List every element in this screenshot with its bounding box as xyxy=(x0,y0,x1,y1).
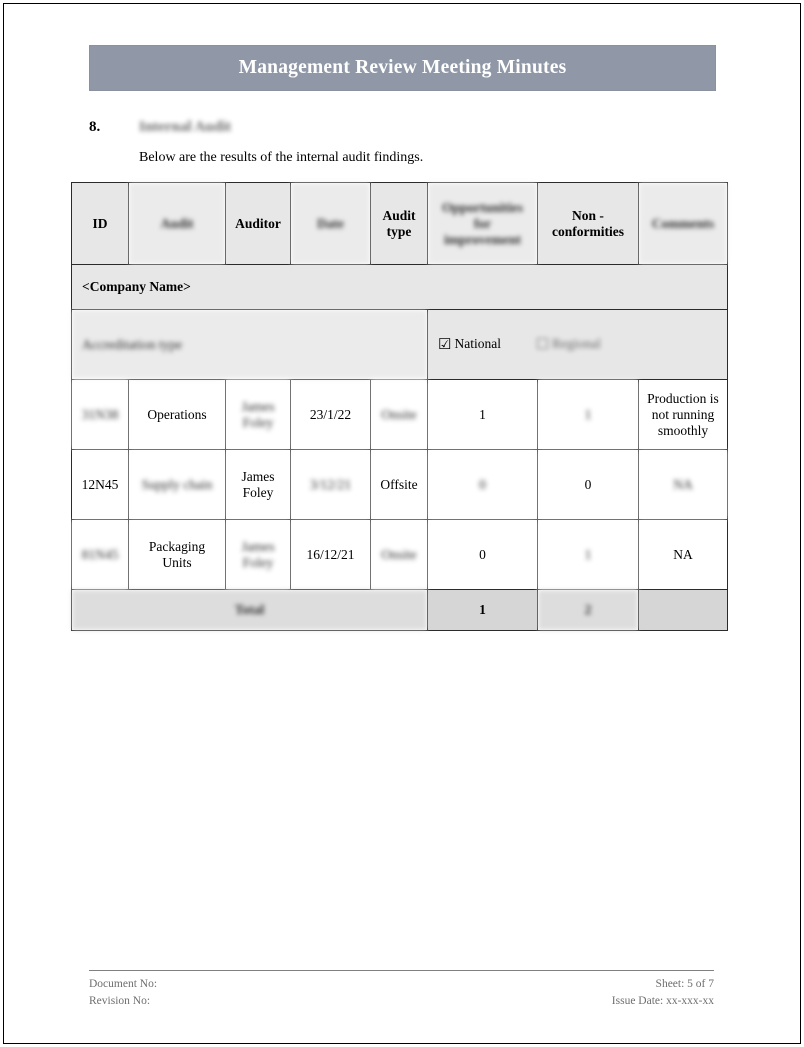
footer-line-top xyxy=(89,976,714,993)
accreditation-option-regional-label: Regional xyxy=(552,336,601,351)
page-content xyxy=(71,45,731,631)
cell-auditor: James Foley xyxy=(226,450,291,520)
column-header-date: Date xyxy=(291,183,371,265)
column-header-nonconformities-line2: conformities xyxy=(552,223,624,239)
cell-auditor: James Foley xyxy=(226,380,291,450)
document-title-banner xyxy=(89,45,716,91)
cell-audit: Packaging Units xyxy=(129,520,226,590)
cell-date: 23/1/22 xyxy=(291,380,371,450)
company-name-row xyxy=(72,265,728,310)
table-total-row xyxy=(72,590,728,631)
cell-comments: NA xyxy=(639,450,728,520)
column-header-audit-type-line2: type xyxy=(386,223,412,239)
column-header-auditor: Auditor xyxy=(226,183,291,265)
table-row xyxy=(72,380,728,450)
accreditation-option-national-label: National xyxy=(454,336,501,351)
accreditation-row xyxy=(72,310,728,380)
table-header-row xyxy=(72,183,728,265)
cell-nonconformities: 0 xyxy=(538,450,639,520)
cell-audit-type: Offsite xyxy=(371,450,428,520)
cell-date: 16/12/21 xyxy=(291,520,371,590)
accreditation-options-cell xyxy=(428,310,728,380)
cell-auditor: James Foley xyxy=(226,520,291,590)
cell-opportunities: 0 xyxy=(428,450,538,520)
cell-id: 31N38 xyxy=(72,380,129,450)
cell-opportunities: 0 xyxy=(428,520,538,590)
column-header-audit-type xyxy=(371,183,428,265)
section-title: Internal Audit xyxy=(139,119,232,135)
total-comments xyxy=(639,590,728,631)
table-row xyxy=(72,520,728,590)
footer-line-bottom xyxy=(89,993,714,1010)
cell-id: 81N45 xyxy=(72,520,129,590)
column-header-audit: Audit xyxy=(129,183,226,265)
cell-id: 12N45 xyxy=(72,450,129,520)
cell-audit: Supply chain xyxy=(129,450,226,520)
total-nonconformities: 2 xyxy=(538,590,639,631)
accreditation-type-label: Accreditation type xyxy=(72,310,428,380)
accreditation-option-regional[interactable] xyxy=(536,336,601,351)
cell-audit-type: Onsite xyxy=(371,520,428,590)
footer-issue-date: Issue Date: xx-xxx-xx xyxy=(611,995,714,1008)
checkbox-unchecked-icon[interactable]: ☐ xyxy=(535,337,550,353)
document-page xyxy=(3,3,801,1044)
column-header-opportunities xyxy=(428,183,538,265)
section-description: Below are the results of the internal audit findings. xyxy=(139,150,424,165)
column-header-audit-type-line1: Audit xyxy=(382,207,416,223)
column-header-opportunities-line3: improvement xyxy=(444,231,521,247)
cell-comments: Production is not running smoothly xyxy=(639,380,728,450)
total-opportunities: 1 xyxy=(428,590,538,631)
section-heading xyxy=(89,119,731,136)
column-header-opportunities-line1: Opportunities xyxy=(441,199,523,215)
column-header-nonconformities xyxy=(538,183,639,265)
cell-audit-type: Onsite xyxy=(371,380,428,450)
section-number: 8. xyxy=(89,119,101,135)
total-label: Total xyxy=(72,590,428,631)
accreditation-option-national[interactable] xyxy=(438,336,501,351)
footer-document-no: Document No: xyxy=(89,978,158,990)
company-name-cell: <Company Name> xyxy=(72,265,728,310)
cell-nonconformities: 1 xyxy=(538,520,639,590)
footer-divider xyxy=(89,970,714,971)
page-footer xyxy=(89,970,714,1011)
column-header-nonconformities-line1: Non - xyxy=(572,207,604,223)
cell-date: 3/12/21 xyxy=(291,450,371,520)
checkbox-checked-icon[interactable]: ☑ xyxy=(438,337,452,353)
column-header-comments: Comments xyxy=(639,183,728,265)
table-row xyxy=(72,450,728,520)
cell-comments: NA xyxy=(639,520,728,590)
page-title: Management Review Meeting Minutes xyxy=(238,57,567,78)
column-header-id: ID xyxy=(72,183,129,265)
column-header-opportunities-line2: for xyxy=(473,215,492,231)
cell-audit: Operations xyxy=(129,380,226,450)
cell-opportunities: 1 xyxy=(428,380,538,450)
internal-audit-table xyxy=(71,182,728,631)
footer-sheet: Sheet: 5 of 7 xyxy=(655,978,714,990)
cell-nonconformities: 1 xyxy=(538,380,639,450)
footer-revision-no: Revision No: xyxy=(89,995,151,1008)
